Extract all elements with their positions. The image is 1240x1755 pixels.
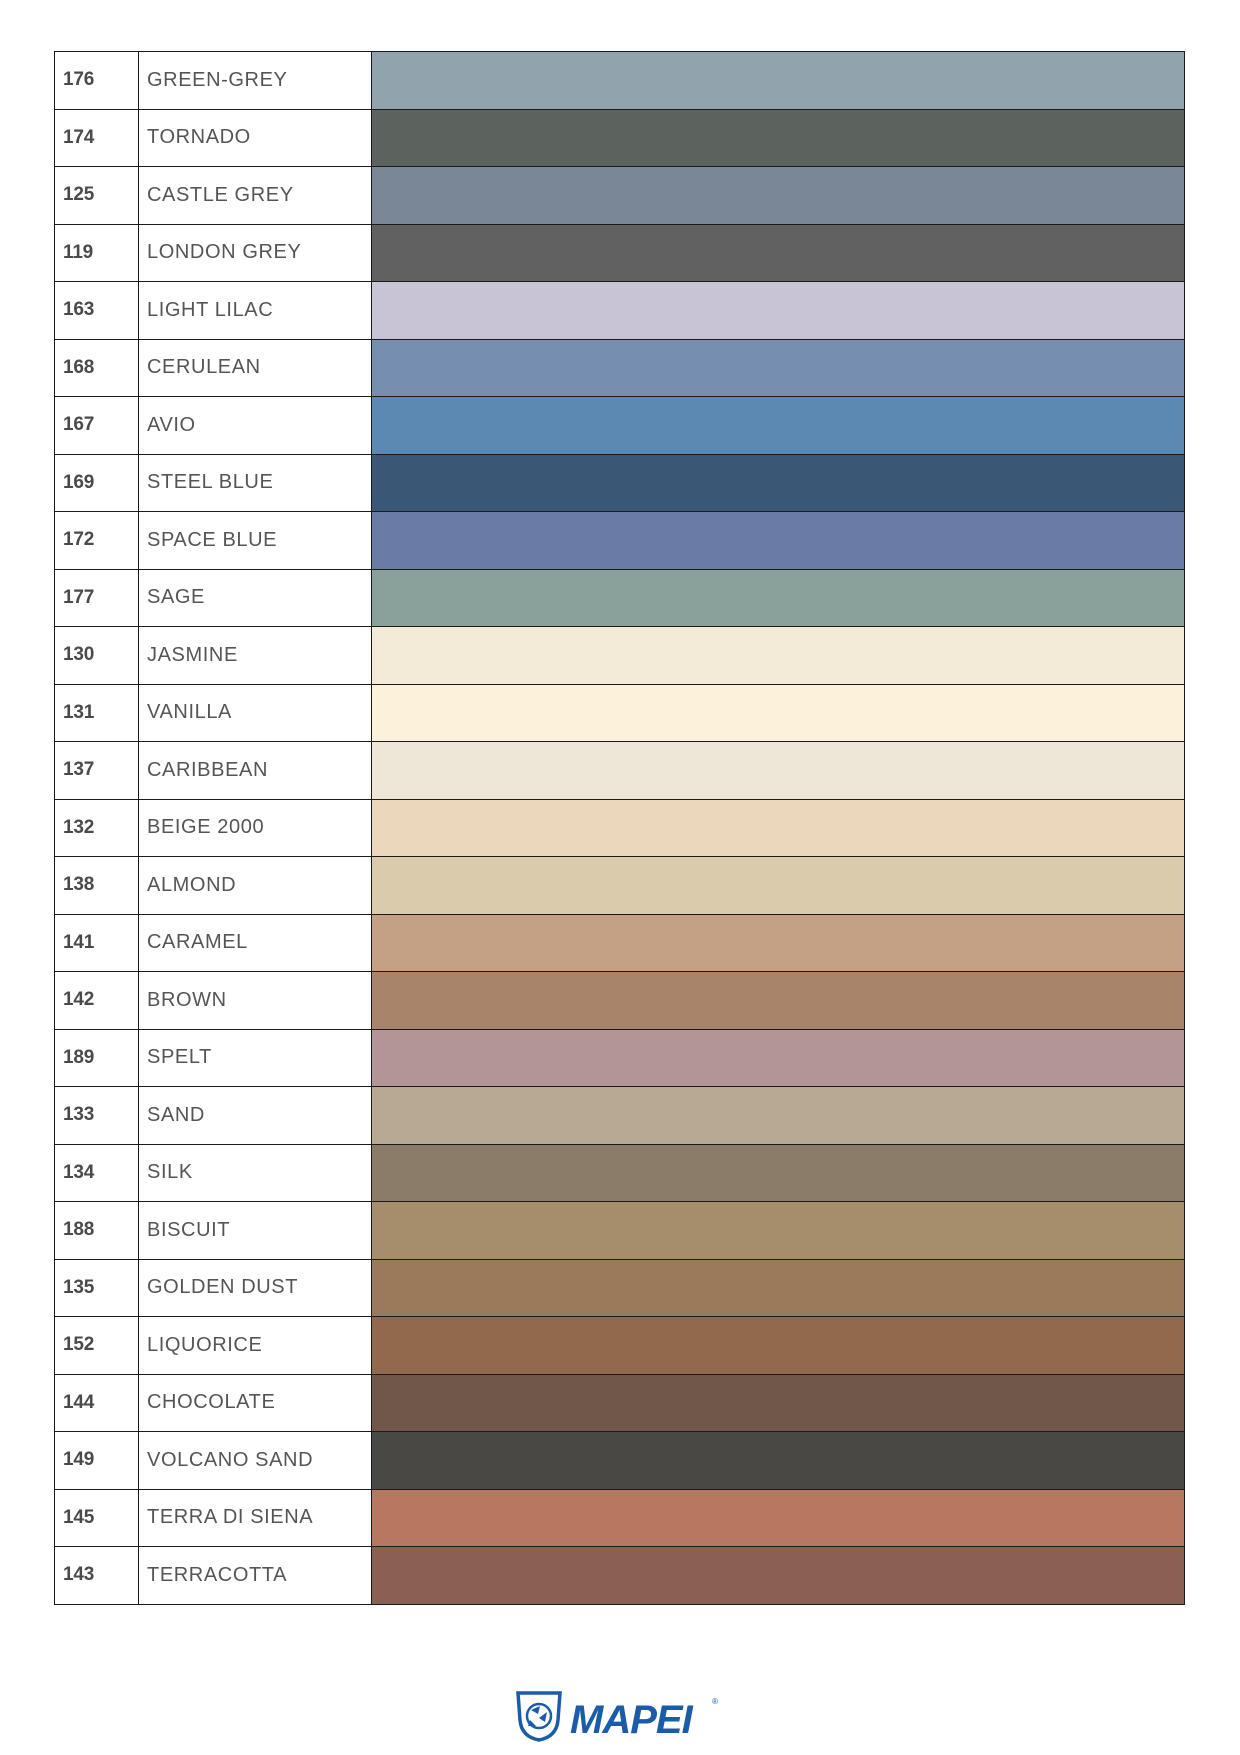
color-name: SPACE BLUE (139, 512, 372, 570)
color-name: BISCUIT (139, 1202, 372, 1260)
color-code: 144 (55, 1374, 139, 1432)
color-row (55, 972, 1185, 1030)
color-code: 133 (55, 1087, 139, 1145)
color-swatch (372, 627, 1185, 685)
color-code: 145 (55, 1489, 139, 1547)
registered-mark: ® (712, 1697, 718, 1706)
color-swatch (372, 1202, 1185, 1260)
color-row (55, 109, 1185, 167)
color-row (55, 1144, 1185, 1202)
color-code: 131 (55, 684, 139, 742)
color-code: 143 (55, 1547, 139, 1605)
color-code: 138 (55, 857, 139, 915)
color-name: SAND (139, 1087, 372, 1145)
color-name: LONDON GREY (139, 224, 372, 282)
color-swatch (372, 1259, 1185, 1317)
color-name: GREEN-GREY (139, 52, 372, 110)
color-swatch (372, 1547, 1185, 1605)
color-name: CERULEAN (139, 339, 372, 397)
color-code: 125 (55, 167, 139, 225)
color-swatch (372, 339, 1185, 397)
color-name: JASMINE (139, 627, 372, 685)
color-code: 137 (55, 742, 139, 800)
color-swatch (372, 1087, 1185, 1145)
color-table (54, 51, 1185, 1605)
color-code: 174 (55, 109, 139, 167)
color-code: 142 (55, 972, 139, 1030)
color-chart (54, 51, 1185, 1605)
color-swatch (372, 1317, 1185, 1375)
color-row (55, 1432, 1185, 1490)
color-code: 172 (55, 512, 139, 570)
color-swatch (372, 972, 1185, 1030)
mapei-logo (514, 1690, 724, 1742)
mapei-emblem-icon (518, 1693, 560, 1740)
color-table-body (55, 52, 1185, 1605)
color-name: TORNADO (139, 109, 372, 167)
color-swatch (372, 282, 1185, 340)
color-name: LIGHT LILAC (139, 282, 372, 340)
color-row (55, 282, 1185, 340)
color-row (55, 224, 1185, 282)
color-name: CARAMEL (139, 914, 372, 972)
color-name: GOLDEN DUST (139, 1259, 372, 1317)
color-name: TERRACOTTA (139, 1547, 372, 1605)
color-swatch (372, 224, 1185, 282)
color-swatch (372, 1144, 1185, 1202)
color-code: 163 (55, 282, 139, 340)
color-code: 130 (55, 627, 139, 685)
color-code: 141 (55, 914, 139, 972)
color-swatch (372, 454, 1185, 512)
color-code: 132 (55, 799, 139, 857)
color-name: CHOCOLATE (139, 1374, 372, 1432)
color-code: 149 (55, 1432, 139, 1490)
color-row (55, 454, 1185, 512)
color-row (55, 52, 1185, 110)
color-row (55, 1489, 1185, 1547)
color-name: VOLCANO SAND (139, 1432, 372, 1490)
color-name: BEIGE 2000 (139, 799, 372, 857)
color-name: LIQUORICE (139, 1317, 372, 1375)
color-swatch (372, 1432, 1185, 1490)
color-code: 135 (55, 1259, 139, 1317)
color-code: 188 (55, 1202, 139, 1260)
color-code: 169 (55, 454, 139, 512)
color-swatch (372, 569, 1185, 627)
color-name: VANILLA (139, 684, 372, 742)
color-name: ALMOND (139, 857, 372, 915)
color-row (55, 1547, 1185, 1605)
color-row (55, 1374, 1185, 1432)
color-row (55, 512, 1185, 570)
color-row (55, 569, 1185, 627)
color-name: CARIBBEAN (139, 742, 372, 800)
color-row (55, 1029, 1185, 1087)
color-row (55, 627, 1185, 685)
color-row (55, 397, 1185, 455)
color-name: TERRA DI SIENA (139, 1489, 372, 1547)
color-swatch (372, 52, 1185, 110)
color-code: 167 (55, 397, 139, 455)
color-name: STEEL BLUE (139, 454, 372, 512)
color-row (55, 1087, 1185, 1145)
color-code: 119 (55, 224, 139, 282)
color-code: 177 (55, 569, 139, 627)
color-swatch (372, 857, 1185, 915)
color-swatch (372, 914, 1185, 972)
color-row (55, 914, 1185, 972)
color-swatch (372, 1489, 1185, 1547)
color-swatch (372, 397, 1185, 455)
color-code: 152 (55, 1317, 139, 1375)
color-row (55, 1259, 1185, 1317)
color-row (55, 1202, 1185, 1260)
color-swatch (372, 1029, 1185, 1087)
color-swatch (372, 1374, 1185, 1432)
color-code: 189 (55, 1029, 139, 1087)
color-swatch (372, 799, 1185, 857)
color-row (55, 167, 1185, 225)
color-name: SPELT (139, 1029, 372, 1087)
color-name: AVIO (139, 397, 372, 455)
color-row (55, 684, 1185, 742)
color-swatch (372, 684, 1185, 742)
color-row (55, 857, 1185, 915)
color-code: 134 (55, 1144, 139, 1202)
color-row (55, 339, 1185, 397)
color-swatch (372, 512, 1185, 570)
color-name: BROWN (139, 972, 372, 1030)
color-swatch (372, 109, 1185, 167)
color-code: 176 (55, 52, 139, 110)
color-row (55, 799, 1185, 857)
color-row (55, 742, 1185, 800)
color-name: SILK (139, 1144, 372, 1202)
color-row (55, 1317, 1185, 1375)
mapei-wordmark: MAPEI (570, 1698, 692, 1742)
color-code: 168 (55, 339, 139, 397)
color-name: SAGE (139, 569, 372, 627)
color-swatch (372, 742, 1185, 800)
color-name: CASTLE GREY (139, 167, 372, 225)
color-swatch (372, 167, 1185, 225)
